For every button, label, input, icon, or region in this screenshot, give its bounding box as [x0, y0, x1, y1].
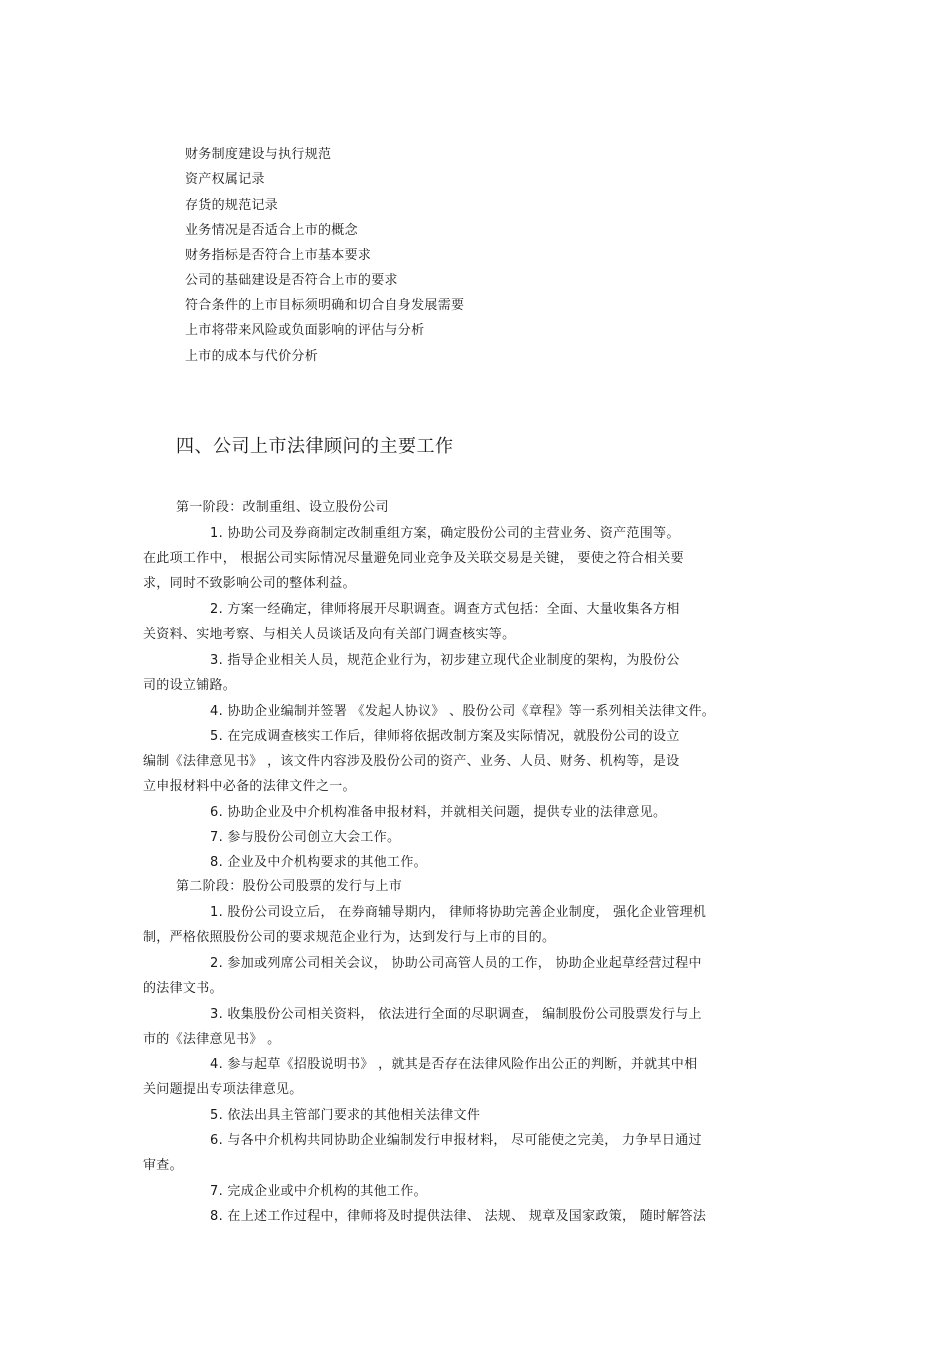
paragraph-line: 关资料、实地考察、与相关人员谈话及向有关部门调查核实等。: [143, 627, 516, 642]
paragraph-line: 6. 与各中介机构共同协助企业编制发行申报材料， 尽可能使之完美， 力争早日通过: [210, 1133, 702, 1148]
list-item: 公司的基础建设是否符合上市的要求: [185, 273, 398, 288]
paragraph-line: 1. 协助公司及券商制定改制重组方案，确定股份公司的主营业务、资产范围等。: [210, 526, 680, 541]
paragraph-line: 在此项工作中， 根据公司实际情况尽量避免同业竞争及关联交易是关键， 要使之符合相关要: [143, 551, 684, 566]
paragraph-line: 4. 参与起草《招股说明书》 ，就其是否存在法律风险作出公正的判断，并就其中相: [210, 1057, 698, 1072]
stage-title: 第一阶段：改制重组、设立股份公司: [176, 500, 389, 515]
paragraph-line: 的法律文书。: [143, 981, 223, 996]
list-item: 财务制度建设与执行规范: [185, 147, 332, 162]
list-item: 符合条件的上市目标须明确和切合自身发展需要: [185, 298, 465, 313]
paragraph-line: 审查。: [143, 1158, 183, 1173]
paragraph-line: 5. 在完成调查核实工作后，律师将依据改制方案及实际情况，就股份公司的设立: [210, 729, 680, 744]
paragraph-line: 求，同时不致影响公司的整体利益。: [143, 576, 356, 591]
paragraph-line: 司的设立铺路。: [143, 678, 237, 693]
paragraph-line: 2. 参加或列席公司相关会议， 协助公司高管人员的工作， 协助企业起草经营过程中: [210, 956, 702, 971]
paragraph-line: 编制《法律意见书》 ，该文件内容涉及股份公司的资产、业务、人员、财务、机构等，是设: [143, 754, 680, 769]
paragraph-line: 3. 指导企业相关人员，规范企业行为，初步建立现代企业制度的架构，为股份公: [210, 653, 680, 668]
list-item: 上市的成本与代价分析: [185, 349, 319, 364]
paragraph-line: 关问题提出专项法律意见。: [143, 1082, 303, 1097]
paragraph-line: 1. 股份公司设立后， 在券商辅导期内， 律师将协助完善企业制度， 强化企业管理机: [210, 905, 707, 920]
section-heading: 四、公司上市法律顾问的主要工作: [176, 436, 454, 457]
paragraph-line: 4. 协助企业编制并签署 《发起人协议》 、股份公司《章程》等一系列相关法律文件。: [210, 704, 716, 719]
list-item: 存货的规范记录: [185, 198, 279, 213]
paragraph-line: 6. 协助企业及中介机构准备申报材料，并就相关问题，提供专业的法律意见。: [210, 805, 667, 820]
paragraph-line: 3. 收集股份公司相关资料， 依法进行全面的尽职调查， 编制股份公司股票发行与上: [210, 1007, 702, 1022]
stage-title: 第二阶段：股份公司股票的发行与上市: [176, 879, 403, 894]
paragraph-line: 制，严格依照股份公司的要求规范企业行为，达到发行与上市的目的。: [143, 930, 556, 945]
paragraph-line: 8. 在上述工作过程中，律师将及时提供法律、 法规、 规章及国家政策， 随时解答法: [210, 1209, 707, 1224]
paragraph-line: 立申报材料中必备的法律文件之一。: [143, 779, 356, 794]
paragraph-line: 7. 参与股份公司创立大会工作。: [210, 830, 401, 845]
list-item: 上市将带来风险或负面影响的评估与分析: [185, 323, 425, 338]
paragraph-line: 2. 方案一经确定，律师将展开尽职调查。调查方式包括：全面、大量收集各方相: [210, 602, 680, 617]
paragraph-line: 7. 完成企业或中介机构的其他工作。: [210, 1184, 427, 1199]
list-item: 财务指标是否符合上市基本要求: [185, 248, 372, 263]
list-item: 业务情况是否适合上市的概念: [185, 223, 358, 238]
paragraph-line: 市的《法律意见书》 。: [143, 1032, 281, 1047]
paragraph-line: 8. 企业及中介机构要求的其他工作。: [210, 855, 427, 870]
paragraph-line: 5. 依法出具主管部门要求的其他相关法律文件: [210, 1108, 481, 1123]
list-item: 资产权属记录: [185, 172, 265, 187]
